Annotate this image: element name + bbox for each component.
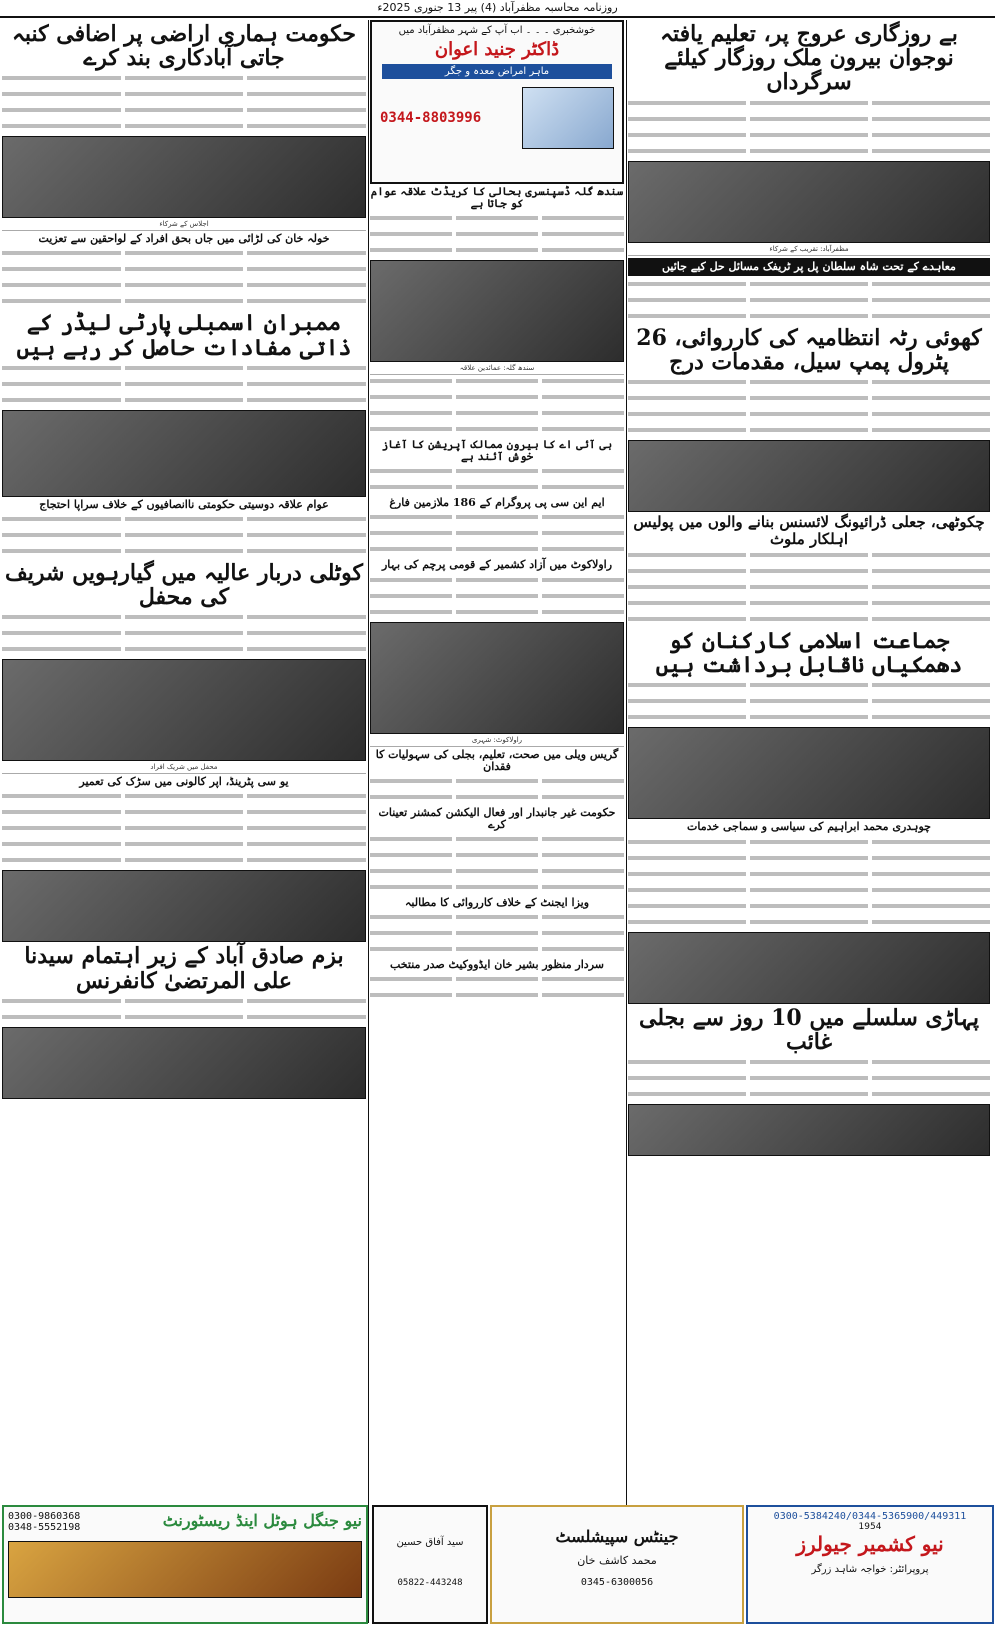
doctor-advertisement (370, 20, 624, 184)
tailors-advertisement (490, 1505, 744, 1624)
jewellers-year: 1954 (858, 1522, 882, 1532)
body-text (628, 549, 990, 625)
body-text (370, 212, 624, 256)
headline: عوام علاقہ دوسیتی حکومتی ناانصافیوں کے خلاف سراپا احتجاج (39, 497, 329, 511)
doctor-name: ڈاکٹر جنید اعوان (434, 39, 560, 60)
story (628, 258, 990, 322)
body-text (370, 574, 624, 618)
doctor-phone: 0344-8803996 (380, 110, 482, 126)
body-text (628, 376, 990, 436)
story (628, 514, 990, 625)
news-photo (2, 659, 366, 761)
body-text (370, 911, 624, 955)
notice-name: سید آفاق حسین (396, 1537, 464, 1548)
story (370, 186, 624, 256)
jewellers-name: نیو کشمیر جیولرز (796, 1532, 944, 1556)
right-column (628, 20, 990, 1623)
jewellers-phone: 0300-5384240/0344-5365900/449311 (773, 1511, 967, 1522)
story (2, 22, 366, 132)
headline: بزم صادق آباد کے زیر اہتمام سیدنا علی المرتضیٰ کانفرنس (24, 943, 344, 994)
body-text (2, 247, 366, 307)
column-rule (368, 20, 369, 1623)
headline: حکومت ہماری اراضی پر اضافی کنبہ جاتی آبادکاری بند کرے (11, 21, 357, 72)
doctor-specialty: ماہر امراض معدہ و جگر (382, 64, 612, 79)
story (370, 959, 624, 1001)
story (628, 1006, 990, 1100)
photo-caption: محفل میں شریک افراد (2, 761, 366, 774)
news-photo (2, 410, 366, 497)
story (2, 944, 366, 1022)
headline: سندھ گلہ ڈسپنسری بحالی کا کریڈٹ علاقہ عوام کو جاتا ہے (370, 185, 624, 211)
story (370, 375, 624, 435)
body-text (370, 465, 624, 493)
middle-column (370, 20, 624, 1623)
stethoscope-icon (522, 87, 614, 149)
restaurant-phone: 0348-5552198 (8, 1522, 81, 1533)
body-text (370, 511, 624, 555)
news-photo (2, 1027, 366, 1099)
jewellers-advertisement (746, 1505, 994, 1624)
story (628, 326, 990, 436)
headline: حکومت غیر جانبدار اور فعال الیکشن کمشنر تعینات کرے (378, 805, 616, 831)
body-text (2, 513, 366, 557)
headline: کوٹلی دربار عالیہ میں گیارہویں شریف کی محفل (4, 559, 363, 611)
headline: گریس ویلی میں صحت، تعلیم، بجلی کی سہولیات کا فقدان (375, 747, 619, 773)
news-photo (628, 440, 990, 512)
news-photo (370, 260, 624, 362)
headline: خولہ خان کی لڑائی میں جاں بحق افراد کے لواحقین سے تعزیت (38, 232, 330, 246)
body-text (628, 97, 990, 157)
body-text (370, 375, 624, 435)
body-text (628, 836, 990, 928)
body-text (2, 611, 366, 655)
news-photo (628, 161, 990, 243)
body-text (628, 1056, 990, 1100)
body-text (370, 833, 624, 893)
body-text (2, 72, 366, 132)
headline: پہاڑی سلسلے میں 10 روز سے بجلی غائب (639, 1004, 979, 1055)
headline: ممبران اسمبلی پارٹی لیڈر کے ذاتی مفادات حاصل کر رہے ہیں (16, 310, 352, 361)
story (370, 897, 624, 955)
headline: معاہدے کے تحت شاہ سلطان پل پر ٹریفک مسائل حل کیے جائیں (628, 258, 990, 276)
news-photo (628, 932, 990, 1004)
column-rule (626, 20, 627, 1623)
headline: کھوئی رٹہ انتظامیہ کی کارروائی، 26 پٹرول پمپ سیل، مقدمات درج (636, 324, 982, 375)
news-photo (628, 1104, 990, 1156)
left-column (2, 20, 366, 1623)
story (370, 749, 624, 803)
notice-advertisement (372, 1505, 488, 1624)
body-text (2, 995, 366, 1023)
notice-phone: 05822-443248 (397, 1578, 463, 1588)
jewellers-owner: پروپرائٹر: خواجہ شاہد زرگر (811, 1564, 929, 1575)
body-text (2, 790, 366, 866)
headline: یو سی پٹرینڈ، اپر کالونی میں سڑک کی تعمیر (79, 775, 289, 789)
story (2, 233, 366, 307)
news-photo (370, 622, 624, 734)
photo-caption: مظفرآباد: تقریب کے شرکاء (628, 243, 990, 256)
headline: جماعت اسلامی کارکنان کو دھمکیاں ناقابل برداشت ہیں (655, 628, 963, 679)
restaurant-phone: 0300-9860368 (8, 1511, 81, 1522)
food-photo (8, 1541, 362, 1598)
photo-caption: راولاکوٹ: شہری (370, 734, 624, 747)
tailors-name: محمد کاشف خان (577, 1554, 657, 1567)
story (2, 561, 366, 655)
headline: ویزا ایجنٹ کے خلاف کارروائی کا مطالبہ (404, 895, 590, 909)
news-photo (2, 870, 366, 942)
headline: ایم این سی پی پروگرام کے 186 ملازمین فارغ (389, 496, 605, 510)
headline: سردار منظور بشیر خان ایڈووکیٹ صدر منتخب (390, 958, 604, 972)
body-text (370, 973, 624, 1001)
tailors-phone: 0345-6300056 (580, 1577, 654, 1588)
body-text (370, 775, 624, 803)
story (370, 559, 624, 617)
restaurant-advertisement (2, 1505, 368, 1624)
story (370, 497, 624, 555)
story (2, 776, 366, 866)
body-text (628, 679, 990, 723)
headline: چوہدری محمد ابراہیم کی سیاسی و سماجی خدمات (687, 820, 931, 834)
story (2, 311, 366, 405)
story (2, 499, 366, 557)
story (370, 439, 624, 493)
story (628, 22, 990, 157)
news-photo (2, 136, 366, 218)
news-photo (628, 727, 990, 819)
photo-caption: سندھ گلہ: عمائدین علاقہ (370, 362, 624, 375)
masthead: روزنامہ محاسبہ مظفرآباد (4) پیر 13 جنوری 2025ء (0, 0, 995, 18)
tailors-title: جینٹس سپیشلسٹ (555, 1527, 679, 1546)
headline: بے روزگاری عروج پر، تعلیم یافتہ نوجوان بیرون ملک روزگار کیلئے سرگرداں (660, 21, 958, 96)
ad-tagline: خوشخبری ۔ ۔ ۔ اب آپ کے شہر مظفرآباد میں (398, 25, 596, 36)
photo-caption: اجلاس کے شرکاء (2, 218, 366, 231)
body-text (2, 362, 366, 406)
story (370, 807, 624, 893)
story (628, 629, 990, 723)
headline: راولاکوٹ میں آزاد کشمیر کے قومی پرچم کی بہار (381, 558, 613, 572)
headline: بی آئی اے کا بیرون ممالک آپریشن کا آغاز خوش آئند ہے (381, 438, 613, 464)
restaurant-name: نیو جنگل ہوٹل اینڈ ریسٹورنٹ (162, 1511, 362, 1530)
story (628, 821, 990, 927)
headline: چکوٹھی، جعلی ڈرائیونگ لائسنس بنانے والوں میں پولیس اہلکار ملوث (633, 513, 985, 548)
body-text (628, 278, 990, 322)
